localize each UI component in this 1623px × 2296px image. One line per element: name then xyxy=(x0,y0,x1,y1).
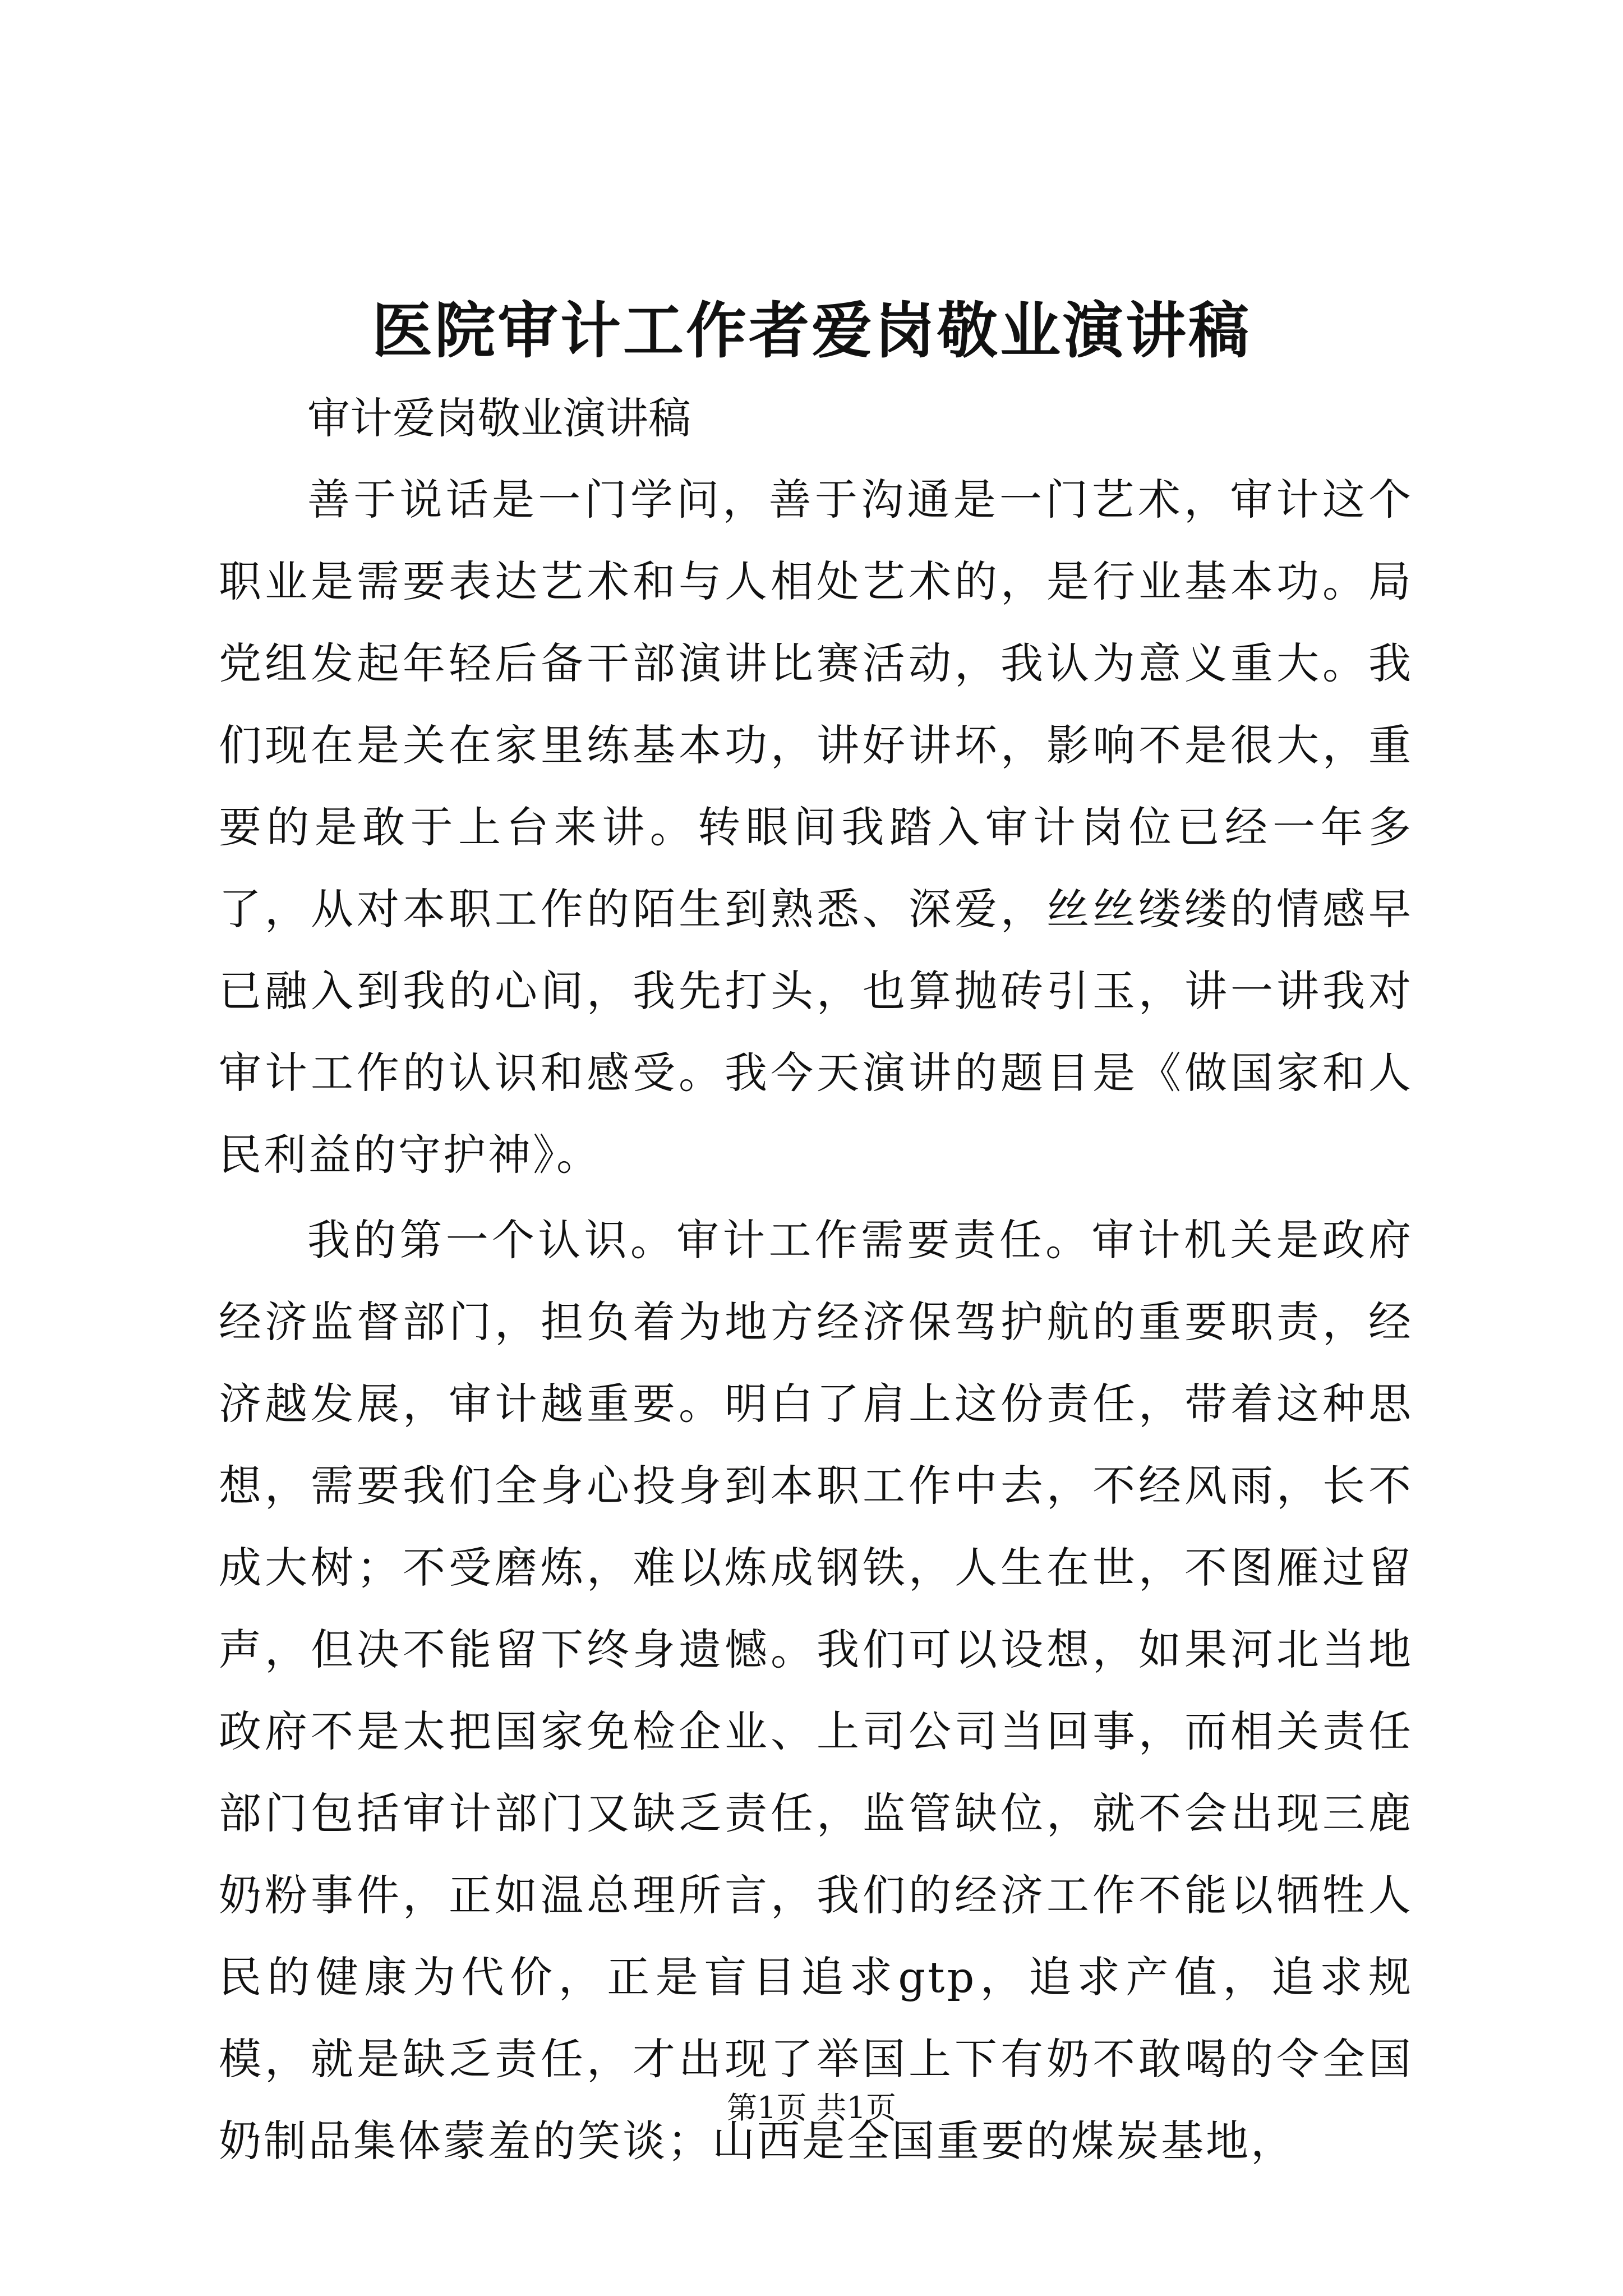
document-subtitle: 审计爱岗敬业演讲稿 xyxy=(307,393,691,443)
document-body xyxy=(219,381,1413,2182)
document-title: 医院审计工作者爱岗敬业演讲稿 xyxy=(371,296,1251,366)
paragraph-1: 善于说话是一门学问，善于沟通是一门艺术，审计这个职业是需要表达艺术和与人相处艺术的，是行业基本功。局党组发起年轻后备干部演讲比赛活动，我认为意义重大。我们现在是关在家里练基本功，讲好讲坏，影响不是很大，重要的是敢于上台来讲。转眼间我踏入审计岗位已经一年多了，从对本职工作的陌生到熟悉、深爱，丝丝缕缕的情感早已融入到我的心间，我先打头，也算抛砖引玉，讲一讲我对审计工作的认识和感受。我今天演讲的题目是《做国家和人民利益的守护神》。 xyxy=(219,475,1413,1180)
paragraph-2: 我的第一个认识。审计工作需要责任。审计机关是政府经济监督部门，担负着为地方经济保驾护航的重要职责，经济越发展，审计越重要。明白了肩上这份责任，带着这种思想，需要我们全身心投身到本职工作中去，不经风雨，长不成大树；不受磨炼，难以炼成钢铁，人生在世，不图雁过留声，但决不能留下终身遗憾。我们可以设想，如果河北当地政府不是太把国家免检企业、上司公司当回事，而相关责任部门包括审计部门又缺乏责任，监管缺位，就不会出现三鹿奶粉事件，正如温总理所言，我们的经济工作不能以牺牲人民的健康为代价，正是盲目追求gtp，追求产值，追求规模，就是缺乏责任，才出现了举国上下有奶不敢喝的令全国奶制品集体蒙羞的笑谈；山西是全国重要的煤炭基地， xyxy=(219,1215,1413,2166)
page-footer: 第1页 共1页 xyxy=(727,2090,896,2125)
